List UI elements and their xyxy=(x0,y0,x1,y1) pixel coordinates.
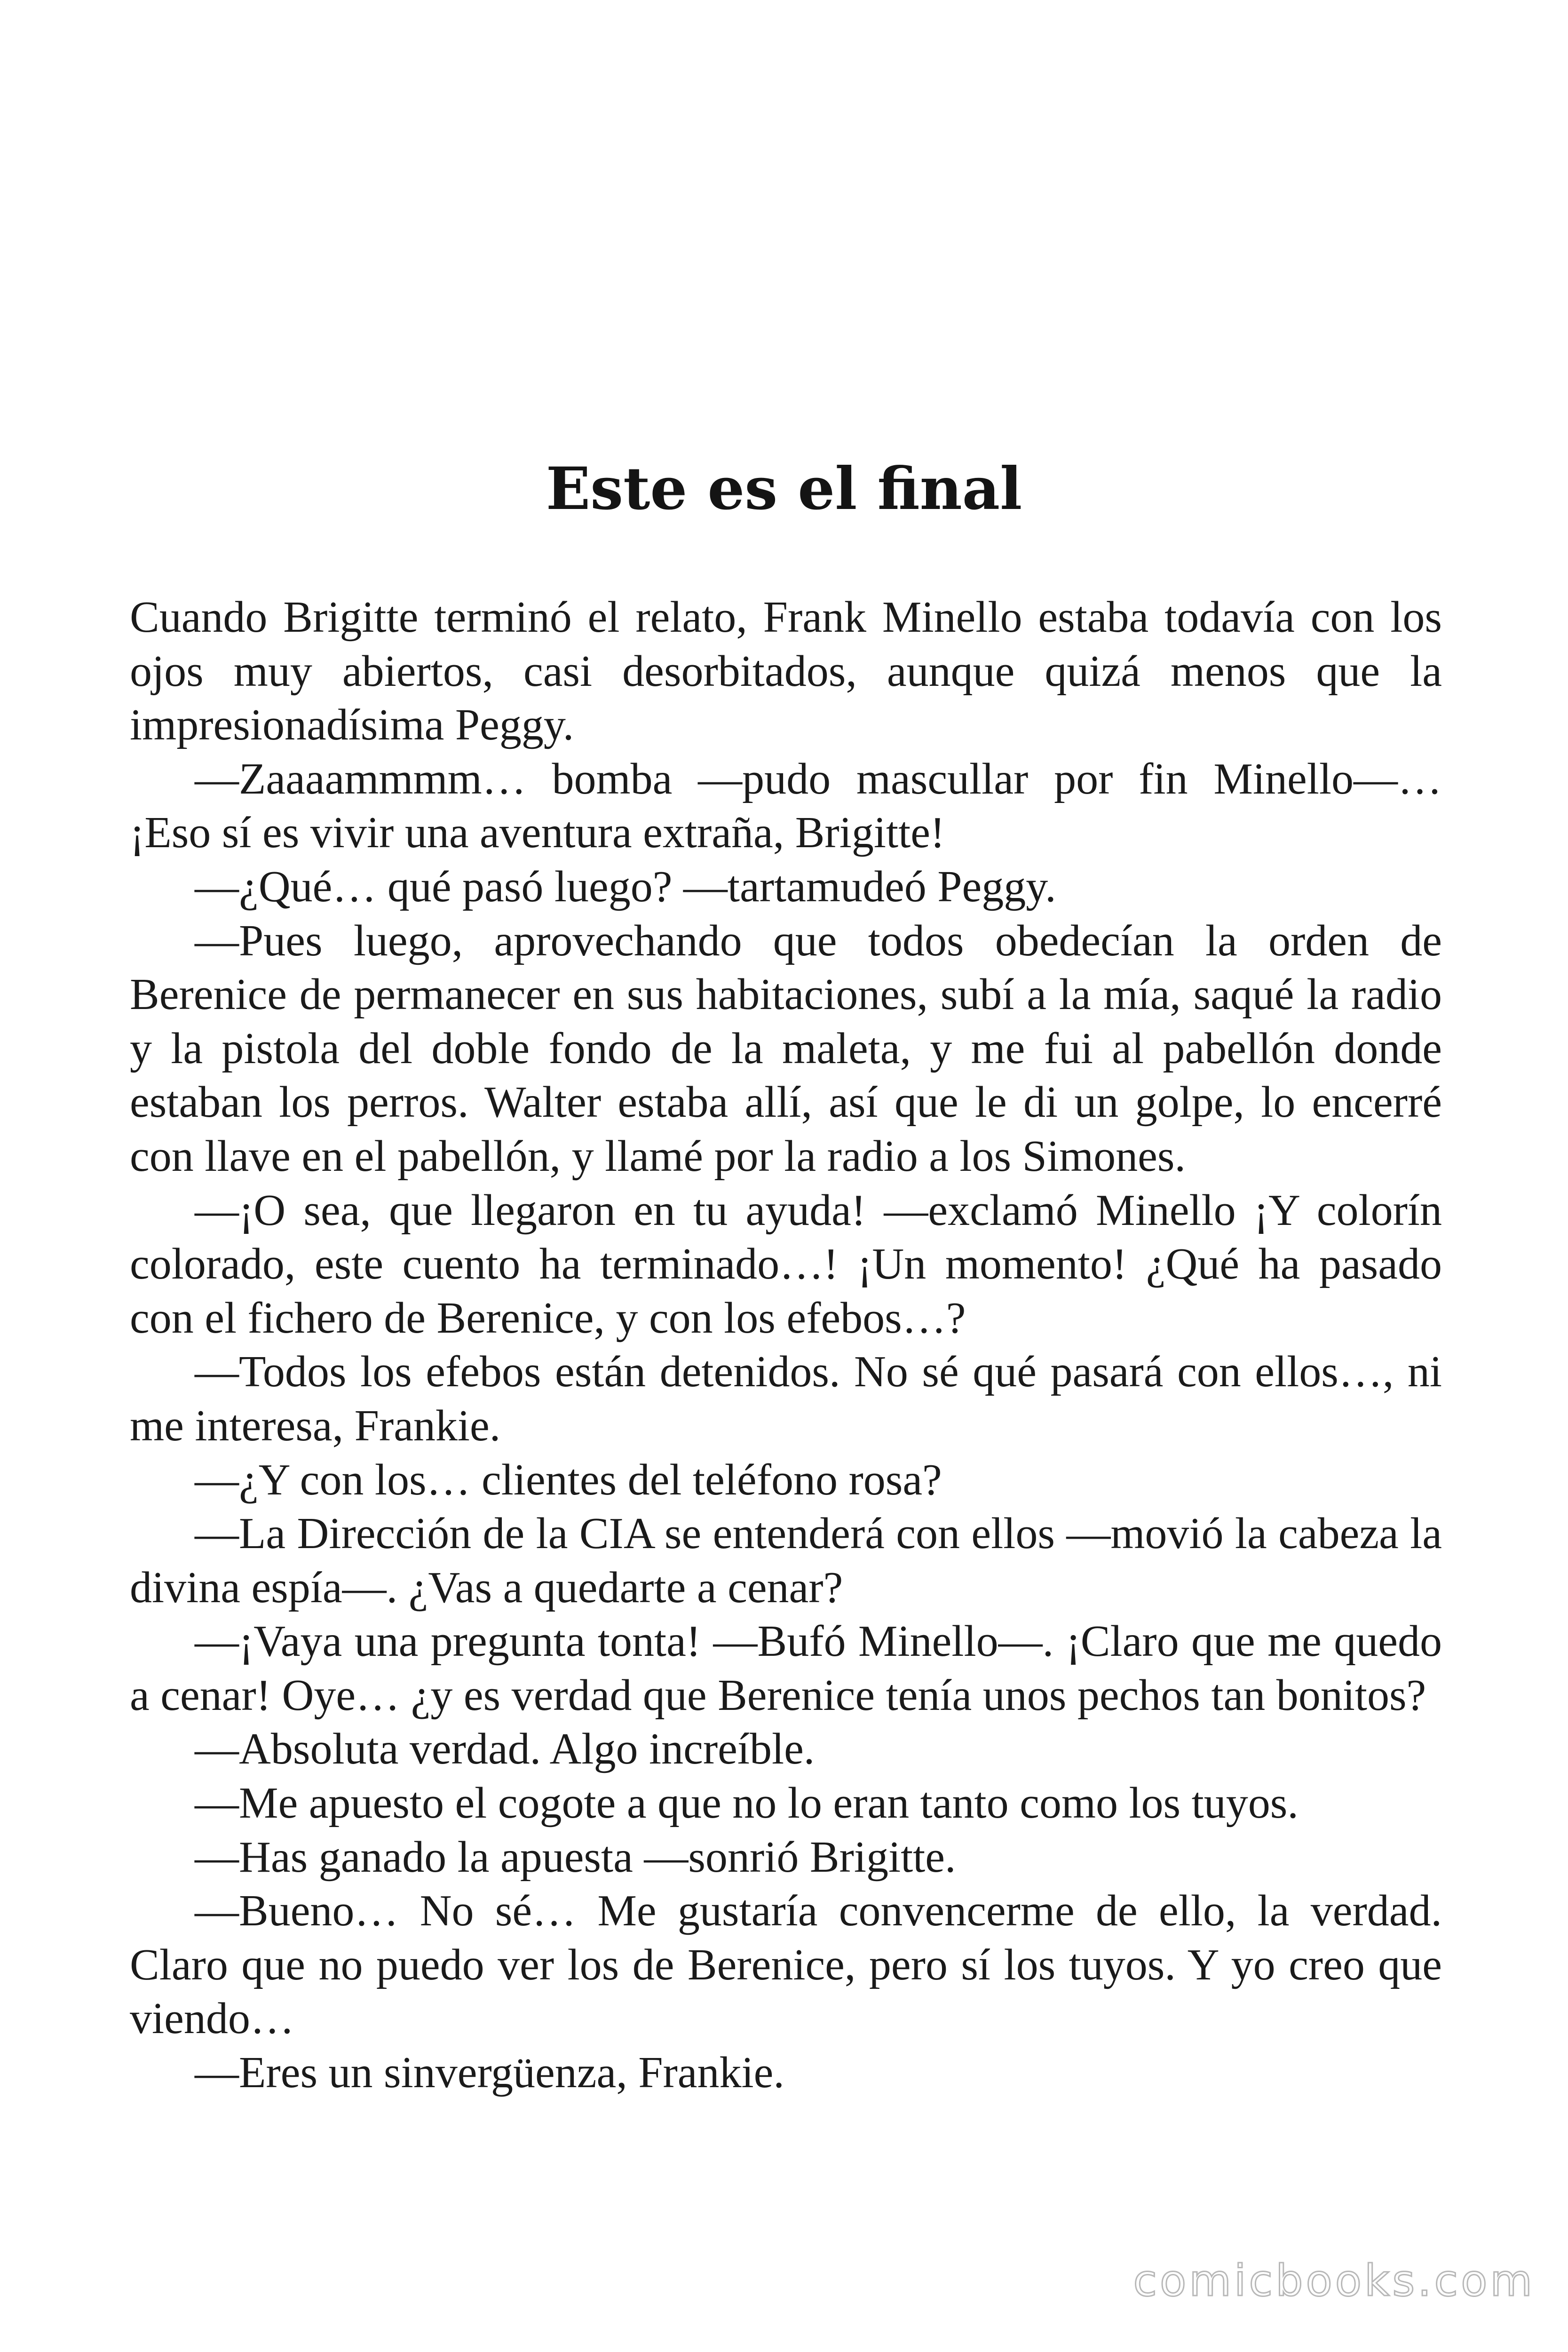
chapter-body xyxy=(130,590,1442,2100)
paragraph: —Eres un sinvergüenza, Frankie. xyxy=(195,2048,784,2098)
paragraph: —¡Vaya una pregunta tonta! —Bufó Minello—. ¡Claro que me quedo a cenar! Oye… ¿y es verdad que Berenice tenía unos pechos tan bonitos? xyxy=(130,1617,1442,1720)
paragraph: —Absoluta verdad. Algo increíble. xyxy=(195,1724,815,1774)
paragraph: —Zaaaammmm… bomba —pudo mascullar por fin Minello—… ¡Eso sí es vivir una aventura extraña, Brigitte! xyxy=(130,754,1442,858)
paragraph: —¡O sea, que llegaron en tu ayuda! —exclamó Minello ¡Y colorín colorado, este cuento ha terminado…! ¡Un momento! ¿Qué ha pasado con el fichero de Berenice, y con los efebos…? xyxy=(130,1185,1442,1343)
watermark-logo: comicbooks.com xyxy=(1133,2256,1535,2306)
paragraph: —La Dirección de la CIA se entenderá con ellos —movió la cabeza la divina espía—. ¿Vas a quedarte a cenar? xyxy=(130,1509,1442,1612)
paragraph: Cuando Brigitte terminó el relato, Frank Minello estaba todavía con los ojos muy abiertos, casi desorbitados, aunque quizá menos que la impresionadísima Peggy. xyxy=(130,593,1442,750)
paragraph: —Me apuesto el cogote a que no lo eran tanto como los tuyos. xyxy=(195,1779,1299,1828)
paragraph: —Todos los efebos están detenidos. No sé qué pasará con ellos…, ni me interesa, Frankie. xyxy=(130,1347,1442,1450)
paragraph: —Has ganado la apuesta —sonrió Brigitte. xyxy=(195,1832,956,1882)
paragraph: —¿Qué… qué pasó luego? —tartamudeó Peggy. xyxy=(195,862,1056,911)
paragraph: —Bueno… No sé… Me gustaría convencerme de ello, la verdad. Claro que no puedo ver los de Berenice, pero sí los tuyos. Y yo creo que viendo… xyxy=(130,1886,1442,2043)
paragraph: —¿Y con los… clientes del teléfono rosa? xyxy=(195,1455,942,1504)
paragraph: —Pues luego, aprovechando que todos obedecían la orden de Berenice de permanecer en sus habitaciones, subí a la mía, saqué la radio y la pistola del doble fondo de la maleta, y me fui al pabellón donde estaban los perros. Walter estaba allí, así que le di un golpe, lo encerré con llave en el pabellón, y llamé por la radio a los Simones. xyxy=(130,916,1442,1181)
chapter-title: Este es el final xyxy=(546,455,1022,523)
